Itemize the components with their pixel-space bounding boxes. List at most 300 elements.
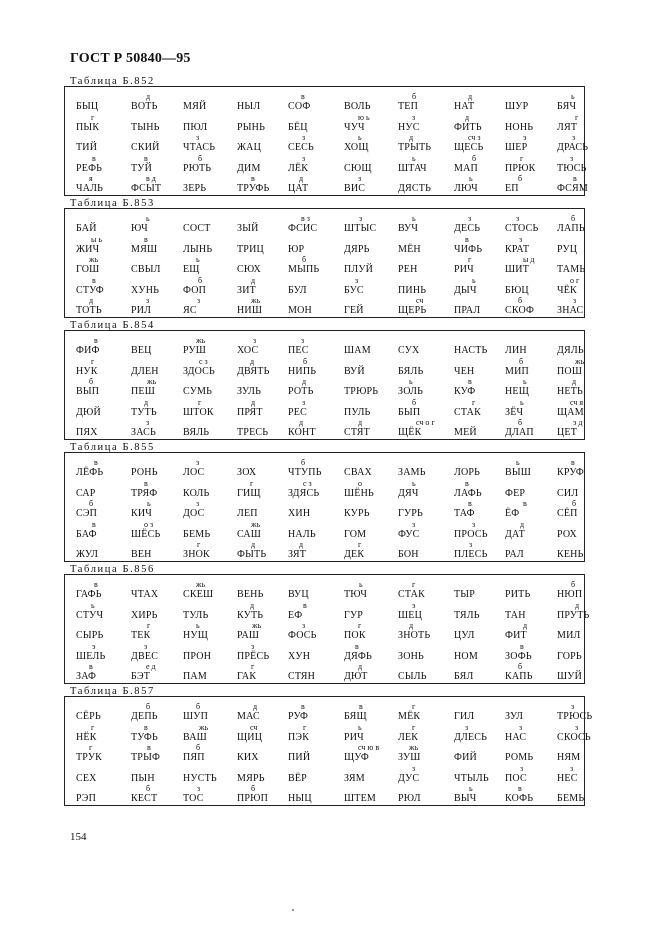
table-caption: Таблица Б.857	[70, 686, 155, 697]
syllable-word: НАС	[505, 731, 527, 743]
syllable-word: ПЛУЙ	[344, 264, 374, 275]
phonetic-mark: б	[196, 743, 201, 752]
phonetic-mark: з	[144, 641, 148, 651]
phonetic-mark: д	[250, 600, 255, 610]
syllable-word: КРУФ	[557, 467, 585, 478]
syllable-word: МЯШ	[131, 243, 158, 255]
phonetic-mark: в д	[146, 174, 156, 183]
phonetic-mark: з	[516, 214, 520, 223]
syllable-word: БЫП	[398, 406, 421, 418]
phonetic-mark: в	[94, 580, 98, 589]
table-row	[65, 378, 584, 400]
phonetic-mark: в	[144, 478, 148, 488]
phonetic-mark: з	[146, 418, 150, 427]
phonetic-mark: в	[94, 458, 98, 467]
phonetic-mark: г	[89, 743, 93, 752]
phonetic-mark: з	[355, 275, 359, 285]
phonetic-mark: д	[523, 621, 528, 630]
phonetic-mark: б	[89, 377, 94, 386]
syllable-word: ДУС	[398, 772, 420, 784]
syllable-word: ДЕПЬ	[131, 711, 158, 722]
phonetic-mark: з	[146, 296, 150, 305]
syllable-word: ВЕН	[131, 549, 152, 560]
phonetic-mark: ь	[359, 580, 363, 589]
phonetic-mark: в	[520, 641, 524, 651]
syllable-word: ЛЕП	[237, 508, 258, 519]
syllable-word: ПЯП	[183, 752, 205, 763]
syllable-word: БЯЛ	[454, 671, 474, 682]
phonetic-mark: д	[520, 519, 525, 529]
syllable-word: ШИТ	[505, 264, 530, 275]
phonetic-mark: б	[518, 418, 523, 427]
phonetic-mark: г	[147, 621, 151, 630]
syllable-word: БАЙ	[76, 223, 97, 234]
table-row	[65, 622, 584, 644]
syllable-word: ФИЙ	[454, 752, 477, 763]
syllable-word: НАТ	[454, 101, 475, 112]
table-row	[65, 297, 584, 319]
phonetic-mark: г	[91, 722, 95, 732]
syllable-word: КАПЬ	[505, 671, 533, 682]
phonetic-mark: в	[147, 743, 151, 752]
syllable-word: ЧТУПЬ	[288, 467, 322, 478]
table-row	[65, 174, 588, 197]
syllable-word: ВЫП	[76, 386, 100, 397]
syllable-word: ПЕШ	[131, 386, 156, 397]
phonetic-mark: сч	[416, 296, 424, 305]
phonetic-mark: б	[518, 174, 523, 183]
syllable-word: ДЯЧ	[398, 487, 419, 499]
phonetic-mark: з	[575, 722, 579, 732]
phonetic-mark: в	[359, 702, 363, 711]
syllable-word: ЩУФ	[344, 752, 369, 763]
syllable-word: КЕСТ	[131, 793, 158, 804]
syllable-word: ЗДЯСЬ	[288, 487, 320, 499]
syllable-word: РОХ	[557, 528, 577, 540]
phonetic-mark: з	[468, 214, 472, 223]
phonetic-mark: б	[303, 356, 308, 366]
syllable-word: ГИЩ	[237, 487, 261, 499]
syllable-word: ВЫШ	[505, 467, 532, 478]
syllable-word: ХОЩ	[344, 142, 369, 153]
table-row	[65, 459, 584, 481]
phonetic-mark: в	[144, 153, 148, 163]
syllable-word: СУМЬ	[183, 386, 213, 397]
syllable-word: МИП	[505, 365, 529, 377]
word-table	[64, 330, 585, 440]
phonetic-mark: б	[89, 499, 94, 508]
phonetic-mark: э	[92, 641, 96, 651]
phonetic-mark: д	[572, 377, 577, 386]
table-row	[65, 744, 584, 766]
syllable-word: ШАМ	[344, 345, 371, 356]
syllable-word: ЕЩ	[183, 264, 200, 275]
syllable-word: ШУР	[505, 101, 529, 112]
syllable-word: ХУН	[288, 650, 311, 662]
phonetic-mark: ь	[523, 377, 527, 386]
syllable-word: ФУС	[398, 528, 420, 540]
phonetic-mark: ь	[571, 92, 575, 101]
syllable-word: ЗУЛЬ	[237, 386, 262, 397]
phonetic-mark: з	[469, 540, 473, 549]
syllable-word: РЮТЬ	[183, 162, 212, 174]
syllable-word: СЮХ	[237, 264, 261, 275]
syllable-word: ПОК	[344, 630, 366, 641]
syllable-word: ГОРЬ	[557, 650, 582, 662]
table-caption: Таблица Б.856	[70, 564, 155, 575]
phonetic-mark: д	[409, 621, 414, 630]
phonetic-mark: ы д	[523, 255, 535, 264]
syllable-word: ЩАМ	[557, 406, 584, 418]
syllable-word: ДЯРЬ	[344, 243, 370, 255]
syllable-word: ШУЙ	[557, 671, 582, 682]
phonetic-mark: з	[196, 499, 200, 508]
syllable-word: СТУЧ	[76, 609, 104, 621]
syllable-word: СЕХ	[76, 772, 97, 784]
syllable-word: ШЁНЬ	[344, 487, 374, 499]
syllable-word: РЕН	[398, 264, 418, 275]
phonetic-mark: б	[571, 214, 576, 223]
syllable-word: ВЁР	[288, 772, 307, 784]
syllable-word: ЗДОСЬ	[183, 365, 215, 377]
syllable-word: НЕС	[557, 772, 578, 784]
syllable-word: СТЯН	[288, 671, 316, 682]
syllable-word: СВЫЛ	[131, 264, 161, 275]
syllable-word: ШТАЧ	[398, 162, 427, 174]
phonetic-mark: в з	[301, 214, 310, 223]
word-table	[64, 574, 590, 684]
syllable-word: МЁК	[398, 711, 421, 722]
phonetic-mark: с з	[303, 478, 312, 488]
syllable-word: ЗЁЧ	[505, 406, 524, 418]
table-row	[65, 600, 590, 624]
word-table	[64, 208, 585, 318]
phonetic-mark: з	[570, 763, 574, 773]
syllable-word: ВЯЛЬ	[183, 427, 210, 438]
phonetic-mark: г	[91, 112, 95, 122]
syllable-word: ТОТЬ	[76, 305, 102, 316]
syllable-word: РЭП	[76, 793, 96, 804]
syllable-word: ГУРЬ	[398, 508, 423, 519]
phonetic-mark: б	[412, 92, 417, 101]
phonetic-mark: з	[359, 214, 363, 223]
syllable-word: ПОШ	[557, 365, 583, 377]
phonetic-mark: б	[146, 702, 151, 711]
syllable-word: ЛЕК	[398, 731, 419, 743]
syllable-word: ПРАЛ	[454, 305, 481, 316]
phonetic-mark: о з	[144, 519, 154, 529]
syllable-word: СОФ	[288, 101, 311, 112]
syllable-word: ДЮТ	[344, 671, 368, 682]
phonetic-mark: сч я	[570, 397, 584, 407]
syllable-word: НОМ	[454, 650, 478, 662]
syllable-word: ЗНАС	[557, 305, 584, 316]
syllable-word: ЗАСЬ	[131, 427, 156, 438]
syllable-word: РЕС	[288, 406, 307, 418]
syllable-word: ПИНЬ	[398, 284, 427, 296]
phonetic-mark: г	[412, 722, 416, 732]
phonetic-mark: в	[92, 153, 96, 163]
syllable-word: ТАМЬ	[557, 264, 586, 275]
syllable-word: ВИС	[344, 183, 366, 194]
syllable-word: ДВЯТЬ	[237, 365, 270, 377]
syllable-word: ДЛЕСЬ	[454, 731, 488, 743]
phonetic-mark: д	[251, 540, 256, 549]
syllable-word: ЗУЛ	[505, 711, 524, 722]
syllable-word: ПИЙ	[288, 752, 311, 763]
syllable-word: ТУФЬ	[131, 731, 158, 743]
syllable-word: ФИТ	[505, 630, 527, 641]
phonetic-mark: сч ю в	[358, 743, 380, 752]
syllable-word: ШТЕМ	[344, 793, 376, 804]
syllable-word: ХИРЬ	[131, 609, 158, 621]
syllable-word: СКОСЬ	[557, 731, 591, 743]
phonetic-mark: е д	[146, 662, 156, 671]
syllable-word: НЕТЬ	[557, 386, 583, 397]
syllable-word: ФОСЬ	[288, 630, 317, 641]
syllable-word: РУШ	[183, 345, 207, 356]
syllable-word: ГУР	[344, 609, 364, 621]
syllable-word: ДИМ	[237, 162, 261, 174]
syllable-word: ДАТ	[505, 528, 525, 540]
syllable-word: БЯЛЬ	[398, 365, 424, 377]
phonetic-mark: в	[92, 275, 96, 285]
syllable-word: ЗОХ	[237, 467, 257, 478]
syllable-word: БЁЦ	[288, 121, 308, 133]
syllable-word: ТЯЛЬ	[454, 609, 480, 621]
table-row	[65, 419, 584, 441]
table-row	[65, 236, 584, 258]
table-row	[65, 215, 584, 237]
phonetic-mark: в	[144, 722, 148, 732]
syllable-word: РЮЛ	[398, 793, 421, 804]
syllable-word: ЛОРЬ	[454, 467, 481, 478]
table-row	[65, 256, 584, 278]
phonetic-mark: з	[302, 397, 306, 407]
syllable-word: ЯС	[183, 305, 197, 316]
syllable-word: ГАК	[237, 671, 257, 682]
syllable-word: РИЛ	[131, 305, 152, 316]
syllable-word: ЖИЧ	[76, 243, 100, 255]
syllable-word: НИПЬ	[288, 365, 317, 377]
phonetic-mark: б	[198, 153, 203, 163]
syllable-word: ШТЫС	[344, 223, 377, 234]
phonetic-mark: з	[302, 153, 306, 163]
phonetic-mark: д	[575, 600, 580, 610]
phonetic-mark: б	[251, 784, 256, 793]
syllable-word: СИЛ	[557, 487, 579, 499]
syllable-word: ШЕЛЬ	[76, 650, 106, 662]
phonetic-mark: ь	[196, 621, 200, 630]
table-row	[65, 114, 584, 136]
phonetic-mark: б	[518, 662, 523, 671]
syllable-word: СТАК	[398, 589, 425, 600]
syllable-word: СУХ	[398, 345, 420, 356]
phonetic-mark: э д	[573, 418, 583, 427]
phonetic-mark: з	[519, 722, 523, 732]
phonetic-mark: в	[301, 702, 305, 711]
word-table	[64, 696, 593, 806]
phonetic-mark: д	[358, 418, 363, 427]
syllable-word: НЫЦ	[288, 793, 312, 804]
syllable-word: ЁФ	[505, 508, 520, 519]
syllable-word: ЧИФЬ	[454, 243, 483, 255]
table-row	[65, 702, 593, 725]
phonetic-mark: ь	[358, 133, 362, 142]
phonetic-mark: г	[250, 478, 254, 488]
syllable-word: ЧАЛЬ	[76, 183, 104, 194]
phonetic-mark: з	[197, 784, 201, 793]
phonetic-mark: б	[301, 458, 306, 467]
syllable-word: НУЩ	[183, 630, 208, 641]
syllable-word: СЭП	[76, 508, 98, 519]
syllable-word: ШЕЦ	[398, 609, 423, 621]
syllable-word: ТРИЦ	[237, 243, 264, 255]
syllable-word: РОТЬ	[288, 386, 314, 397]
phonetic-mark: з	[253, 336, 257, 345]
table-row	[65, 358, 584, 380]
syllable-word: БЫЦ	[76, 101, 99, 112]
phonetic-mark: г	[303, 722, 307, 732]
table-row	[65, 663, 584, 685]
word-table	[64, 86, 589, 196]
syllable-word: МЫПЬ	[288, 264, 320, 275]
phonetic-mark: з	[465, 722, 469, 732]
table-row	[65, 500, 584, 522]
phonetic-mark: б	[412, 397, 417, 407]
table-row	[65, 521, 584, 543]
phonetic-mark: з	[302, 133, 306, 142]
syllable-word: БЕМЬ	[557, 793, 585, 804]
phonetic-mark: г	[358, 540, 362, 549]
syllable-word: ЧЁК	[557, 284, 577, 296]
syllable-word: КРАТ	[505, 243, 530, 255]
syllable-word: ДЕСЬ	[454, 223, 481, 234]
syllable-word: ЧЕН	[454, 365, 475, 377]
syllable-word: ВЫЧ	[454, 793, 477, 804]
phonetic-mark: сч з	[468, 133, 481, 142]
phonetic-mark: д	[250, 356, 255, 366]
syllable-word: РИТЬ	[505, 589, 531, 600]
syllable-word: ДЯФЬ	[344, 650, 372, 662]
table-caption: Таблица Б.852	[70, 76, 155, 87]
syllable-word: ЕП	[505, 183, 519, 194]
syllable-word: ЛАПЬ	[557, 223, 585, 234]
syllable-word: СЕСЬ	[288, 142, 314, 153]
syllable-word: ПЛЕСЬ	[454, 549, 488, 560]
syllable-word: ТУЙ	[131, 162, 153, 174]
syllable-word: ГОМ	[344, 528, 367, 540]
syllable-word: СЁП	[557, 508, 578, 519]
table-row	[65, 581, 584, 603]
syllable-word: ЗОФЬ	[505, 650, 532, 662]
syllable-word: ТЕК	[131, 630, 151, 641]
syllable-word: ПРЮК	[505, 162, 536, 174]
phonetic-mark: в	[468, 377, 472, 386]
phonetic-mark: ь	[146, 214, 150, 223]
syllable-word: ЕФ	[288, 609, 303, 621]
syllable-word: НУСТЬ	[183, 772, 217, 784]
phonetic-mark: д	[251, 275, 256, 285]
syllable-word: ЛЁФЬ	[76, 467, 104, 478]
syllable-word: ПУЛЬ	[344, 406, 371, 418]
syllable-word: РИЧ	[454, 264, 474, 275]
syllable-word: НУК	[76, 365, 98, 377]
syllable-word: ЛЮЧ	[454, 183, 478, 194]
syllable-word: КИХ	[237, 752, 259, 763]
table-row	[65, 785, 584, 807]
phonetic-mark: ь	[412, 478, 416, 488]
phonetic-mark: ь	[196, 255, 200, 264]
syllable-word: ПЯХ	[76, 427, 98, 438]
syllable-word: МЕЙ	[454, 427, 477, 438]
phonetic-mark: д	[251, 397, 256, 407]
phonetic-mark: сч	[250, 722, 258, 732]
syllable-word: СЮЩ	[344, 162, 372, 174]
table-caption: Таблица Б.853	[70, 198, 155, 209]
phonetic-mark: д	[299, 418, 304, 427]
phonetic-mark: г	[412, 580, 416, 589]
syllable-word: ПЫК	[76, 121, 100, 133]
syllable-word: СЁРЬ	[76, 711, 101, 722]
syllable-word: НЁК	[76, 731, 97, 743]
syllable-word: ЗУШ	[398, 752, 421, 763]
phonetic-mark: ь	[516, 458, 520, 467]
phonetic-mark: з	[358, 174, 362, 183]
phonetic-mark: ь	[91, 600, 95, 610]
syllable-word: ЗЯТ	[288, 549, 307, 560]
syllable-word: ЩЁК	[398, 427, 422, 438]
phonetic-mark: жь	[89, 255, 99, 264]
syllable-word: БЯЧ	[557, 101, 577, 112]
syllable-word: ВУЦ	[288, 589, 309, 600]
phonetic-mark: б	[518, 296, 523, 305]
syllable-word: САШ	[237, 528, 262, 540]
syllable-word: СКИЙ	[131, 142, 160, 153]
syllable-word: НЯМ	[557, 752, 581, 763]
syllable-word: ПАМ	[183, 671, 207, 682]
syllable-word: ШТОК	[183, 406, 214, 418]
phonetic-mark: ь	[409, 377, 413, 386]
syllable-word: КУФ	[454, 386, 476, 397]
phonetic-mark: д	[468, 92, 473, 101]
phonetic-mark: г	[251, 662, 255, 671]
syllable-word: РУЦ	[557, 243, 578, 255]
syllable-word: МАП	[454, 162, 478, 174]
phonetic-mark: б	[519, 356, 524, 366]
syllable-word: ТРЕСЬ	[237, 427, 269, 438]
phonetic-mark: г	[468, 255, 472, 264]
phonetic-mark: з	[196, 133, 200, 142]
phonetic-mark: з	[573, 296, 577, 305]
scan-speck	[292, 909, 294, 911]
syllable-word: ТРЫТЬ	[398, 142, 432, 153]
syllable-word: ДЯЛЬ	[557, 345, 584, 356]
phonetic-mark: б	[571, 580, 576, 589]
syllable-word: РИЧ	[344, 731, 364, 743]
phonetic-mark: ь	[469, 174, 473, 183]
syllable-word: ФСЯМ	[557, 183, 588, 194]
syllable-word: РУФ	[288, 711, 309, 722]
phonetic-mark: д	[253, 702, 258, 711]
phonetic-mark: г	[91, 356, 95, 366]
syllable-word: ЖАЦ	[237, 142, 262, 153]
syllable-word: ЗОНЬ	[398, 650, 424, 662]
phonetic-mark: ы ь	[91, 234, 103, 244]
syllable-word: ГИЛ	[454, 711, 475, 722]
syllable-word: ПЫН	[131, 772, 155, 784]
syllable-word: ВЕЦ	[131, 345, 152, 356]
